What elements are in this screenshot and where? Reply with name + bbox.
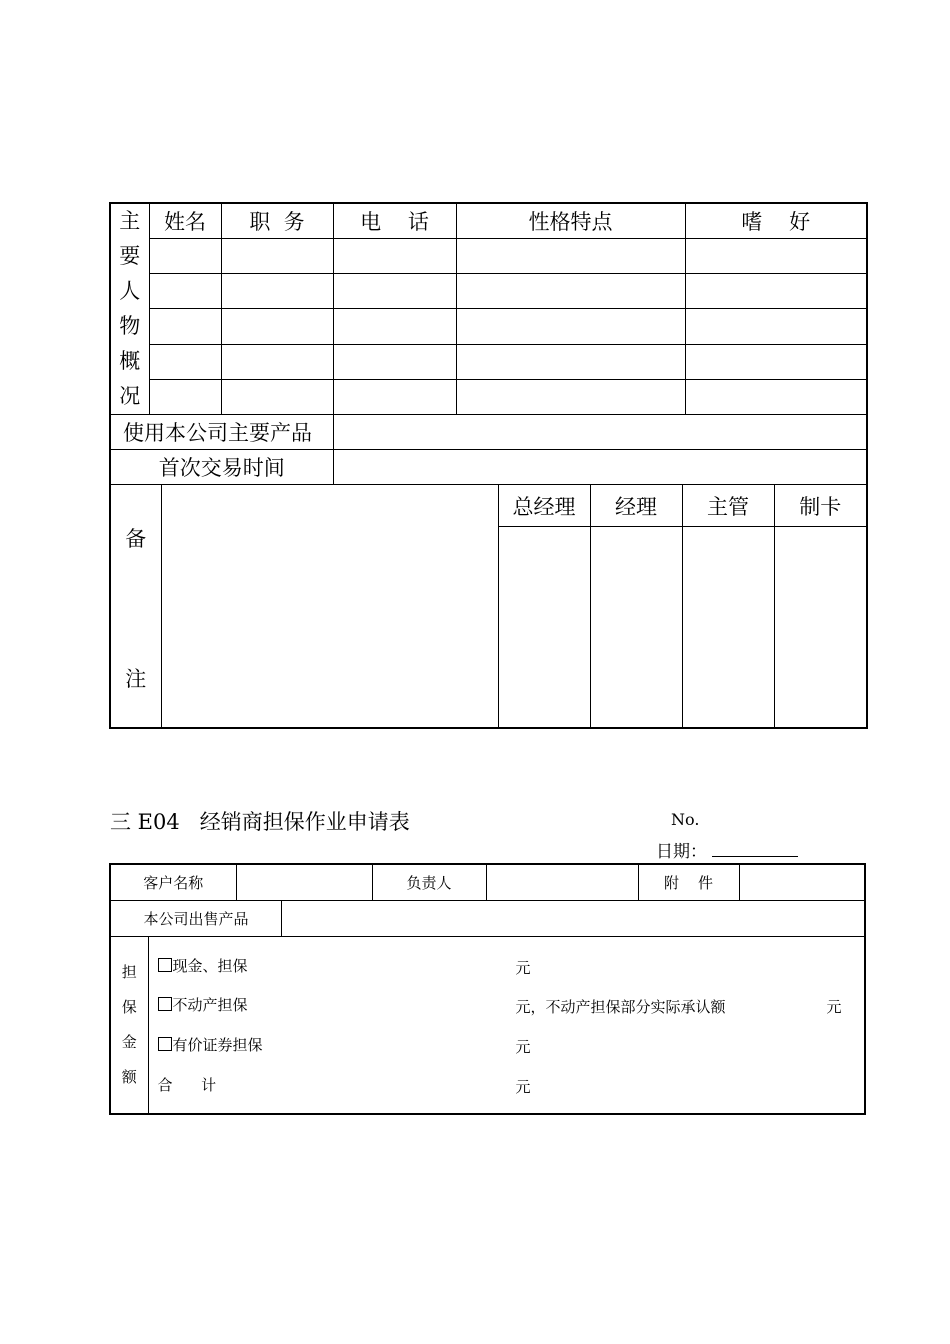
cell-input[interactable] [333,274,456,309]
total-yuan: 元 [515,1078,531,1096]
checkbox[interactable] [158,958,172,972]
cell-input[interactable] [456,274,685,309]
remarks-input[interactable] [161,485,498,727]
side-label-char: 人 [119,279,141,303]
remarks-char: 备 [125,527,147,551]
table-row [110,309,867,344]
date-field[interactable] [712,856,798,857]
side-label-char: 物 [119,314,141,338]
header-phone: 电 话 [333,203,456,239]
checkbox[interactable] [158,1037,172,1051]
remarks-label [111,485,161,727]
securities-yuan: 元 [515,1038,531,1056]
cell-input[interactable] [685,309,867,344]
cell-input[interactable] [149,239,221,274]
person-in-charge-label: 负责人 [372,864,486,901]
guarantee-char: 保 [121,998,137,1016]
table-row [110,379,867,414]
main-products-input[interactable] [333,415,867,450]
customer-name-label: 客户名称 [110,864,236,901]
customer-name-input[interactable] [236,864,372,901]
cell-input[interactable] [149,379,221,414]
table-row [110,239,867,274]
header-name: 姓名 [149,203,221,239]
guarantee-char: 担 [121,963,137,981]
side-label-char: 主 [119,209,141,233]
attachment-label: 附 件 [638,864,739,901]
checkbox[interactable] [158,997,172,1011]
guarantee-char: 金 [121,1033,137,1051]
attachment-input[interactable] [739,864,865,901]
table-row [110,344,867,379]
approval-header: 制卡 [774,485,866,527]
contact-persons-table [109,202,868,729]
date-label: 日期： [656,842,707,862]
side-label-char: 概 [119,349,141,373]
securities-guarantee-option[interactable] [158,1034,263,1055]
first-trade-input[interactable] [333,450,867,485]
cell-input[interactable] [685,379,867,414]
approval-header: 主管 [682,485,774,527]
cash-yuan: 元 [515,959,531,977]
cell-input[interactable] [149,274,221,309]
option-label: 现金、担保 [172,957,248,975]
form-title: 三 E04 经销商担保作业申请表 [110,810,410,834]
guarantee-amount-label [110,937,148,1115]
cell-input[interactable] [221,379,333,414]
option-label: 不动产担保 [172,996,248,1014]
cell-input[interactable] [456,309,685,344]
products-input[interactable] [282,901,864,936]
cell-input[interactable] [149,309,221,344]
side-label [110,203,149,415]
total-label: 合 计 [157,1076,217,1094]
remarks-char: 注 [125,667,147,691]
cell-input[interactable] [685,344,867,379]
cell-input[interactable] [685,239,867,274]
side-label-char: 要 [119,244,141,268]
signature-box[interactable] [682,527,774,728]
side-label-char: 况 [119,384,141,408]
signature-box[interactable] [498,527,590,728]
cash-guarantee-option[interactable] [158,955,248,976]
guarantee-details [148,937,865,1115]
realestate-approved-yuan: 元 [826,998,842,1016]
realestate-guarantee-option[interactable] [158,994,248,1015]
header-position: 职 务 [221,203,333,239]
cell-input[interactable] [221,344,333,379]
cell-input[interactable] [333,344,456,379]
cell-input[interactable] [333,379,456,414]
cell-input[interactable] [221,274,333,309]
approval-header: 经理 [590,485,682,527]
cell-input[interactable] [456,239,685,274]
remarks-section [111,485,866,727]
approval-header: 总经理 [498,485,590,527]
header-personality: 性格特点 [456,203,685,239]
cell-input[interactable] [456,379,685,414]
person-in-charge-input[interactable] [486,864,638,901]
cell-input[interactable] [333,309,456,344]
products-label: 本公司出售产品 [111,901,282,936]
cell-input[interactable] [149,344,221,379]
guarantee-char: 额 [121,1068,137,1086]
header-hobby: 嗜 好 [685,203,867,239]
first-trade-label: 首次交易时间 [110,450,333,485]
main-products-label: 使用本公司主要产品 [110,415,333,450]
signature-box[interactable] [590,527,682,728]
table-row [110,274,867,309]
option-label: 有价证券担保 [172,1036,263,1054]
form-number-label: No. [671,810,700,829]
signature-box[interactable] [774,527,866,728]
cell-input[interactable] [221,309,333,344]
cell-input[interactable] [685,274,867,309]
cell-input[interactable] [221,239,333,274]
cell-input[interactable] [333,239,456,274]
cell-input[interactable] [456,344,685,379]
guarantee-application-table [109,863,866,1115]
realestate-yuan-note: 元，不动产担保部分实际承认额 [515,998,726,1016]
